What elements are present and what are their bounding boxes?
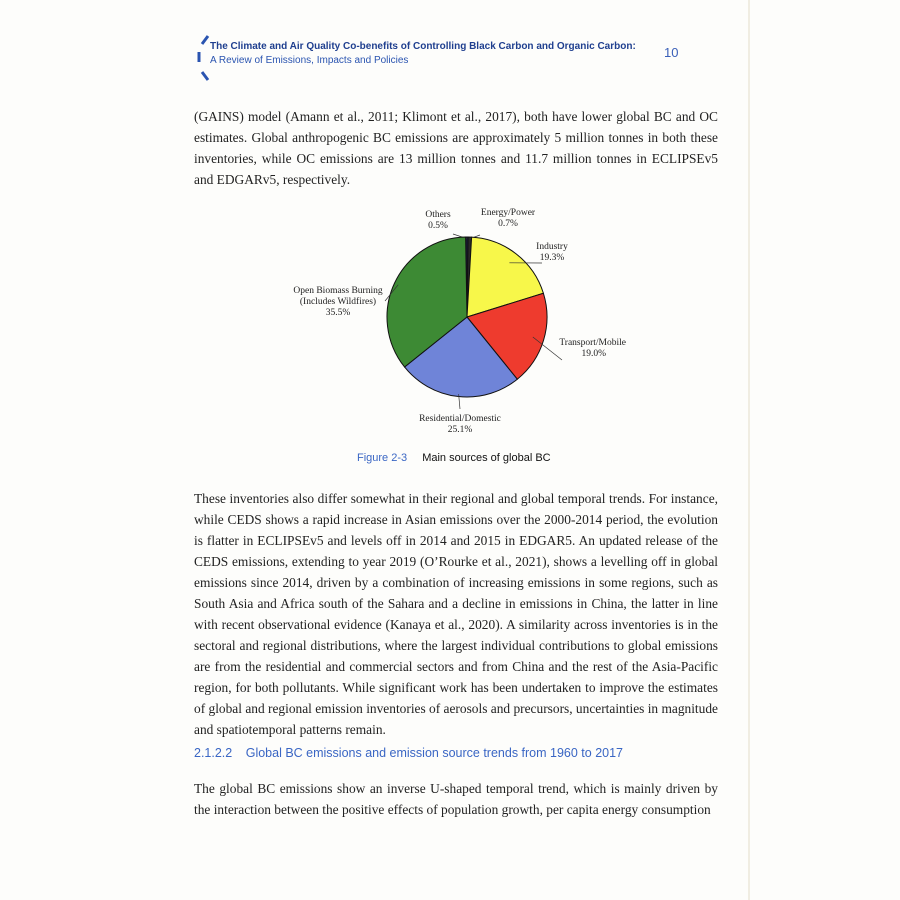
figure-caption-text: Main sources of global BC [422, 452, 551, 464]
slice-label: Open Biomass Burning [293, 286, 383, 296]
pie-chart [280, 205, 640, 445]
slice-label: Residential/Domestic [419, 414, 501, 424]
page-number: 10 [664, 45, 679, 60]
slice-label: Industry [536, 242, 568, 252]
section-title: Global BC emissions and emission source trends from 1960 to 2017 [245, 746, 623, 760]
slice-label: (Includes Wildfires) [299, 297, 377, 307]
slice-value-label: 25.1% [447, 425, 473, 435]
slice-value-label: 0.7% [498, 219, 518, 229]
slice-value-label: 19.0% [581, 349, 606, 359]
slice-label: Energy/Power [480, 208, 536, 218]
slice-value-label: 0.5% [428, 221, 448, 231]
page-edge [748, 0, 750, 900]
slice-value-label: 19.3% [539, 253, 565, 263]
figure-caption [357, 452, 551, 464]
paragraph-3: The global BC emissions show an inverse U-shaped temporal trend, which is mainly driven by the interaction between the positive effects of population growth, per capita energy consumption [194, 781, 718, 817]
section-number: 2.1.2.2 [194, 746, 233, 760]
figure-number: Figure 2-3 [357, 452, 408, 464]
paragraph-1: (GAINS) model (Amann et al., 2011; Klimont et al., 2017), both have lower global BC and OC estimates. Global anthropogenic BC emissions are approximately 5 million tonnes in both these inventories, while OC emissions are 13 million tonnes and 11.7 million tonnes in ECLIPSEv5 and EDGARv5, respectively. [194, 109, 718, 187]
slice-value-label: 35.5% [325, 308, 351, 318]
slice-label: Others [425, 210, 451, 220]
paragraph-2: These inventories also differ somewhat in their regional and global temporal trends. For instance, while CEDS shows a rapid increase in Asian emissions over the 2000-2014 period, the evolution is flatter in ECLIPSEv5 and levels off in 2014 and 2015 in EDGAR5. An updated release of the CEDS emissions, extending to year 2019 (O’Rourke et al., 2021), shows a levelling off in global emissions since 2014, driven by a combination of increasing emissions in some regions, such as South Asia and Africa south of the Sahara and a decline in emissions in China, the latter in line with recent observational evidence (Kanaya et al., 2020). A similarity across inventories is in the sectoral and regional distributions, where the largest individual contributions to global emissions are from the residential and commercial sectors and from China and the rest of the Asia-Pacific region, for both pollutants. While significant work has been undertaken to improve the estimates of global and regional emission inventories of aerosols and precursors, uncertainties in magnitude and spatiotemporal patterns remain. [194, 491, 718, 737]
slice-label: Transport/Mobile [559, 338, 626, 348]
header-title: The Climate and Air Quality Co-benefits of Controlling Black Carbon and Organic Carbon: [210, 41, 636, 52]
section-heading [194, 746, 623, 760]
header-subtitle: A Review of Emissions, Impacts and Policies [210, 55, 409, 66]
running-header [196, 28, 716, 88]
